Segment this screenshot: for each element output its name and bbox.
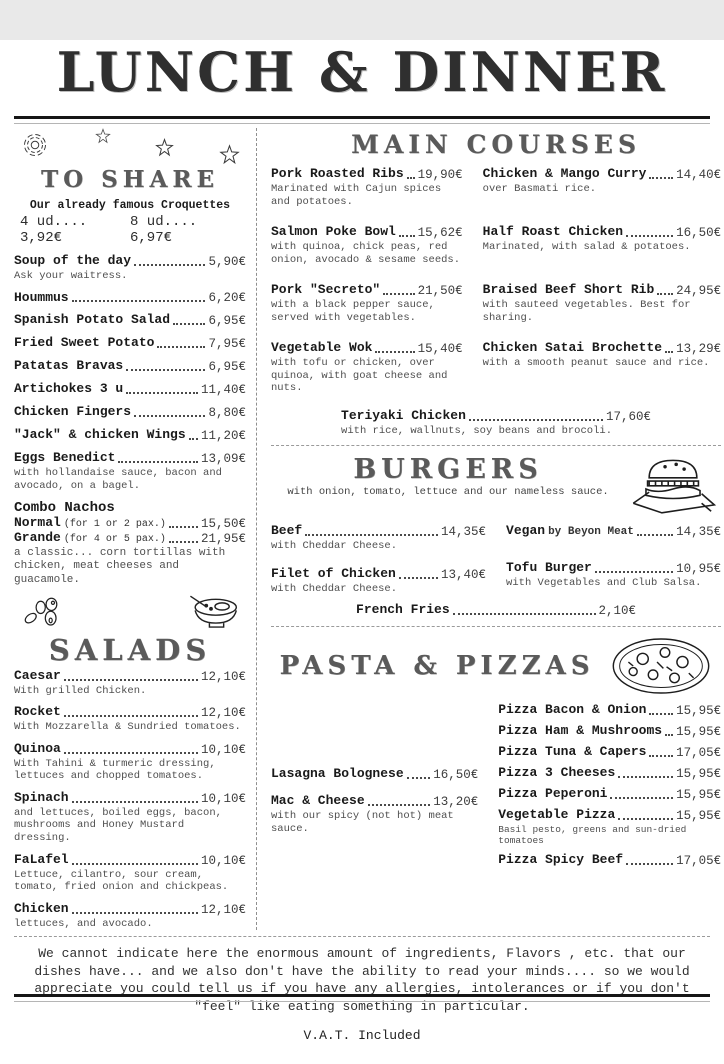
- item-name: Pizza Peperoni: [498, 786, 608, 801]
- menu-item: [271, 341, 463, 395]
- bottom-rule-thick: [14, 994, 710, 997]
- item-name: Quinoa: [14, 740, 61, 756]
- dot-leader: [157, 346, 205, 348]
- menu-item: [14, 853, 246, 894]
- salads-decoration-row: [14, 587, 246, 633]
- menu-item: [271, 567, 486, 596]
- burgers-right: [506, 516, 721, 595]
- dot-leader: [626, 235, 673, 237]
- burgers-subtitle: with onion, tomato, lettuce and our nameless sauce.: [287, 486, 609, 499]
- dot-leader: [399, 577, 438, 579]
- item-name: Teriyaki Chicken: [341, 407, 466, 423]
- dot-leader: [72, 801, 198, 803]
- item-name: Beef: [271, 523, 303, 539]
- dot-leader: [637, 534, 673, 536]
- menu-item: [14, 382, 246, 397]
- item-name: Pizza Tuna & Capers: [498, 744, 647, 760]
- croquettes-option: 4 ud.... 3,92€: [20, 214, 88, 246]
- item-desc: with tofu or chicken, over quinoa, with goat cheese and nuts.: [271, 356, 448, 395]
- item-price: 14,35€: [441, 525, 487, 540]
- menu-item: [14, 902, 246, 931]
- item-price: 15,62€: [417, 225, 463, 240]
- item-name: Hoummus: [14, 289, 69, 305]
- item-desc: With grilled Chicken.: [14, 684, 147, 697]
- item-desc: lettuces, and avocado.: [14, 917, 153, 930]
- bottom-rules: [0, 982, 724, 1002]
- left-column: [14, 128, 257, 930]
- main-courses-grid: [271, 167, 721, 409]
- menu-item: [14, 669, 246, 698]
- menu-item: [14, 451, 246, 492]
- pasta-pizzas-header: [271, 635, 721, 697]
- item-price: 8,80€: [208, 406, 246, 421]
- dot-leader: [649, 755, 673, 757]
- item-price: 16,50€: [676, 225, 722, 240]
- menu-item: [14, 254, 246, 283]
- menu-item: [271, 524, 486, 553]
- dot-leader: [649, 177, 673, 179]
- item-name: Pork Roasted Ribs: [271, 166, 404, 181]
- croquettes-line: Our already famous Croquettes: [29, 199, 231, 212]
- burgers-left: [271, 516, 486, 595]
- dot-leader: [72, 863, 198, 865]
- dot-leader: [665, 351, 673, 353]
- dot-leader: [72, 912, 198, 914]
- item-price: 12,10€: [200, 902, 246, 917]
- item-name: Rocket: [14, 704, 61, 720]
- item-price: 15,95€: [676, 808, 722, 823]
- menu-item: [483, 283, 721, 327]
- item-name: Filet of Chicken: [271, 565, 396, 581]
- menu-item: [14, 291, 246, 306]
- item-price: 2,10€: [598, 604, 637, 619]
- item-desc: with Vegetables and Club Salsa.: [506, 577, 702, 590]
- item-name: Chicken Satai Brochette: [482, 340, 663, 355]
- item-name: Chicken: [14, 900, 69, 916]
- dot-leader: [64, 715, 198, 717]
- menu-item: [498, 724, 721, 739]
- item-name: Mac & Cheese: [271, 793, 365, 809]
- dot-leader: [618, 776, 673, 778]
- section-separator: [271, 445, 721, 446]
- main-courses-right: [483, 167, 721, 409]
- dot-leader: [665, 734, 673, 736]
- french-fries-item: [356, 603, 636, 618]
- menu-item: [498, 787, 721, 802]
- dot-leader: [169, 526, 198, 528]
- item-price: 10,10€: [200, 791, 246, 806]
- dot-leader: [305, 534, 438, 536]
- burgers-header-text: [271, 454, 625, 498]
- item-name: Eggs Benedict: [14, 450, 116, 466]
- dot-leader: [64, 752, 198, 754]
- menu-item: [506, 561, 721, 590]
- main-courses-left: [271, 167, 463, 409]
- item-note: (for 1 or 2 pax.): [63, 519, 166, 531]
- menu-item: [498, 808, 721, 847]
- item-price: 6,95€: [208, 314, 246, 329]
- item-desc: with our spicy (not hot) meat sauce.: [271, 810, 454, 835]
- item-name: Vegetable Pizza: [498, 806, 616, 822]
- star-icon: [155, 138, 174, 157]
- item-note: (for 4 or 5 pax.): [63, 534, 166, 546]
- croquettes-options: [14, 214, 246, 246]
- section-separator: [271, 626, 721, 627]
- dot-leader: [407, 177, 415, 179]
- star-icon: [95, 128, 111, 144]
- item-price: 12,10€: [200, 706, 246, 721]
- menu-item: [271, 225, 463, 269]
- item-price: 21,95€: [200, 532, 246, 547]
- item-desc: with a smooth peanut sauce and rice.: [482, 356, 710, 369]
- pasta-pizzas-heading: PASTA & PIZZAS: [279, 651, 595, 682]
- pizza-icon: [609, 635, 713, 697]
- dot-leader: [72, 300, 206, 302]
- item-name: FaLafel: [14, 851, 69, 867]
- menu-item: [271, 794, 478, 835]
- item-price: 12,10€: [200, 669, 246, 684]
- item-name: Half Roast Chicken: [482, 224, 624, 239]
- bottom-rule-thin: [14, 1001, 710, 1002]
- dot-leader: [618, 818, 673, 820]
- item-price: 16,50€: [433, 768, 479, 783]
- menu-item: [14, 791, 246, 845]
- item-name: Caesar: [14, 667, 61, 683]
- menu-title: LUNCH & DINNER: [56, 40, 668, 104]
- burgers-grid: [271, 516, 721, 595]
- dot-leader: [169, 541, 198, 543]
- item-name: Fried Sweet Potato: [14, 335, 155, 351]
- menu-item: [483, 341, 721, 385]
- burger-icon: [625, 454, 721, 516]
- item-name: Soup of the day: [14, 253, 132, 268]
- dot-leader: [118, 461, 198, 463]
- menu-item: [271, 283, 463, 327]
- item-price: 5,90€: [208, 254, 246, 269]
- title-rule-thick: [14, 116, 710, 119]
- pasta-left: [271, 697, 478, 867]
- dot-leader: [657, 293, 673, 295]
- item-price: 13,20€: [433, 795, 479, 810]
- dot-leader: [383, 293, 414, 295]
- item-price: 15,40€: [417, 341, 463, 356]
- item-price: 11,20€: [200, 429, 246, 444]
- dot-leader: [126, 392, 198, 394]
- item-name: Chicken Fingers: [14, 404, 132, 420]
- item-desc: Lettuce, cilantro, sour cream, tomato, fried onion and chickpeas.: [14, 868, 229, 894]
- item-price: 10,10€: [200, 853, 246, 868]
- item-desc: With Mozzarella & Sundried tomatoes.: [14, 721, 241, 734]
- menu-body: [0, 124, 724, 930]
- item-desc: with a black pepper sauce, served with vegetables.: [271, 298, 435, 324]
- item-desc: with Cheddar Cheese.: [271, 540, 398, 553]
- item-name: Pizza 3 Cheeses: [498, 765, 616, 781]
- olives-icon: [20, 595, 66, 629]
- main-courses-heading: MAIN COURSES: [351, 130, 641, 159]
- dot-leader: [134, 415, 205, 417]
- item-name: French Fries: [356, 602, 450, 618]
- menu-item: [14, 336, 246, 351]
- item-price: 15,95€: [676, 704, 722, 719]
- item-name: Tofu Burger: [506, 560, 592, 576]
- item-desc: with quinoa, chick peas, red onion, avocado & sesame seeds.: [271, 240, 461, 266]
- menu-item: [14, 742, 246, 783]
- item-price: 6,20€: [208, 291, 246, 306]
- item-name: Spanish Potato Salad: [14, 312, 171, 328]
- item-name: Artichokes 3 u: [14, 381, 124, 397]
- item-desc: with hollandaise sauce, bacon and avocado, on a bagel.: [14, 467, 222, 492]
- item-name: Grande: [14, 530, 61, 546]
- nachos-title: Combo Nachos: [14, 500, 115, 517]
- item-price: 11,40€: [200, 383, 246, 398]
- item-price: 14,40€: [676, 167, 722, 182]
- footer-note: We cannot indicate here the enormous amount of ingredients, Flavors , etc. that our dishes have... and we also don't have the ability to read your minds.... so we would appreciate you could tell us if you have any allergies, intolerances or if you don't "feel" like eating something in particular.: [34, 946, 690, 1014]
- item-desc: and lettuces, boiled eggs, bacon, mushrooms and Honey Mustard dressing.: [14, 806, 222, 845]
- item-price: 13,09€: [200, 452, 246, 467]
- item-desc: a classic... corn tortillas with chicken, meat cheeses and guacamole.: [14, 547, 226, 586]
- item-name: Pizza Ham & Mushrooms: [498, 723, 663, 739]
- item-price: 21,50€: [417, 283, 463, 298]
- item-price: 15,95€: [676, 787, 722, 802]
- dot-leader: [375, 351, 414, 353]
- item-name: "Jack" & chicken Wings: [14, 427, 186, 443]
- dot-leader: [64, 679, 198, 681]
- right-column: [257, 128, 721, 930]
- item-desc: With Tahini & turmeric dressing, lettuces and chopped tomatoes.: [14, 757, 216, 783]
- item-desc: Marinated, with salad & potatoes.: [482, 240, 691, 253]
- decoration-row: [14, 128, 246, 164]
- item-price: 15,50€: [200, 517, 246, 532]
- to-share-heading: TO SHARE: [41, 166, 219, 193]
- item-name: Lasagna Bolognese: [271, 766, 404, 782]
- pasta-pizzas-grid: [271, 697, 721, 867]
- vat-note: V.A.T. Included: [303, 1027, 421, 1043]
- item-name: Pork "Secreto": [271, 282, 381, 297]
- dot-leader: [469, 419, 603, 421]
- dot-leader: [368, 804, 431, 806]
- item-price: 17,05€: [676, 853, 722, 868]
- menu-item: [498, 853, 721, 868]
- dot-leader: [453, 613, 596, 615]
- item-price: 17,60€: [606, 409, 652, 424]
- item-price: 15,95€: [676, 725, 722, 740]
- item-name: Braised Beef Short Rib: [482, 282, 655, 297]
- item-desc: Marinated with Cajun spices and potatoes.: [271, 182, 442, 208]
- menu-item: [483, 225, 721, 269]
- menu-item: [14, 705, 246, 734]
- dot-leader: [126, 369, 205, 371]
- item-price: 13,40€: [441, 567, 487, 582]
- item-desc: with rice, wallnuts, soy beans and brocoli.: [341, 424, 612, 437]
- item-desc: with sauteed vegetables. Best for sharing.: [482, 298, 691, 324]
- item-name: Patatas Bravas: [14, 358, 124, 374]
- item-name: Pizza Bacon & Onion: [498, 702, 647, 718]
- item-price: 17,05€: [676, 746, 722, 761]
- nachos-option: [14, 516, 246, 531]
- dot-leader: [189, 438, 198, 440]
- dot-leader: [649, 713, 673, 715]
- dot-leader: [173, 323, 205, 325]
- nachos-option: [14, 531, 246, 546]
- item-price: 13,29€: [676, 341, 722, 356]
- burgers-header: [271, 454, 721, 516]
- pizzas-right: [498, 697, 721, 867]
- menu-item: [498, 703, 721, 718]
- menu-item: [498, 745, 721, 760]
- item-name: Spinach: [14, 789, 69, 805]
- item-price: 19,90€: [417, 167, 463, 182]
- menu-item: [506, 524, 721, 539]
- menu-item: [271, 767, 478, 782]
- menu-item: [14, 428, 246, 443]
- item-desc: with Cheddar Cheese.: [271, 582, 398, 595]
- item-name: Normal: [14, 515, 61, 531]
- item-desc: Ask your waitress.: [14, 269, 128, 282]
- dot-leader: [595, 571, 673, 573]
- burgers-heading: BURGERS: [353, 454, 543, 486]
- dot-leader: [626, 863, 673, 865]
- item-price: 6,95€: [208, 360, 246, 375]
- item-price: 24,95€: [676, 283, 722, 298]
- menu-item: [14, 405, 246, 420]
- menu-item: [271, 167, 463, 211]
- teriyaki-item: [341, 409, 651, 438]
- menu-page: [0, 40, 724, 1064]
- item-name: Salmon Poke Bowl: [271, 224, 396, 239]
- item-name: Pizza Spicy Beef: [498, 851, 624, 867]
- menu-item: [14, 313, 246, 328]
- item-name-suffix: by Beyon Meat: [548, 526, 634, 539]
- dot-leader: [610, 797, 673, 799]
- dot-leader: [399, 235, 415, 237]
- item-name: Chicken & Mango Curry: [482, 166, 647, 181]
- item-price: 10,10€: [200, 742, 246, 757]
- soup-bowl-icon: [182, 593, 240, 631]
- salads-heading: SALADS: [48, 632, 212, 667]
- item-price: 7,95€: [208, 337, 246, 352]
- menu-item: [498, 766, 721, 781]
- item-desc: Basil pesto, greens and sun-dried tomatoes: [498, 823, 687, 847]
- dot-leader: [134, 264, 205, 266]
- item-price: 15,95€: [676, 767, 722, 781]
- menu-item: [14, 359, 246, 374]
- croquettes-option: 8 ud.... 6,97€: [130, 214, 198, 246]
- item-name: Vegan: [506, 523, 546, 539]
- item-price: 10,95€: [676, 562, 722, 577]
- item-desc: over Basmati rice.: [482, 182, 597, 195]
- item-name: Vegetable Wok: [271, 340, 373, 355]
- item-price: 14,35€: [676, 525, 722, 540]
- menu-item: [483, 167, 721, 211]
- dot-leader: [407, 777, 431, 779]
- flower-icon: [20, 130, 50, 160]
- star-icon: [219, 144, 240, 165]
- combo-nachos: [14, 500, 246, 587]
